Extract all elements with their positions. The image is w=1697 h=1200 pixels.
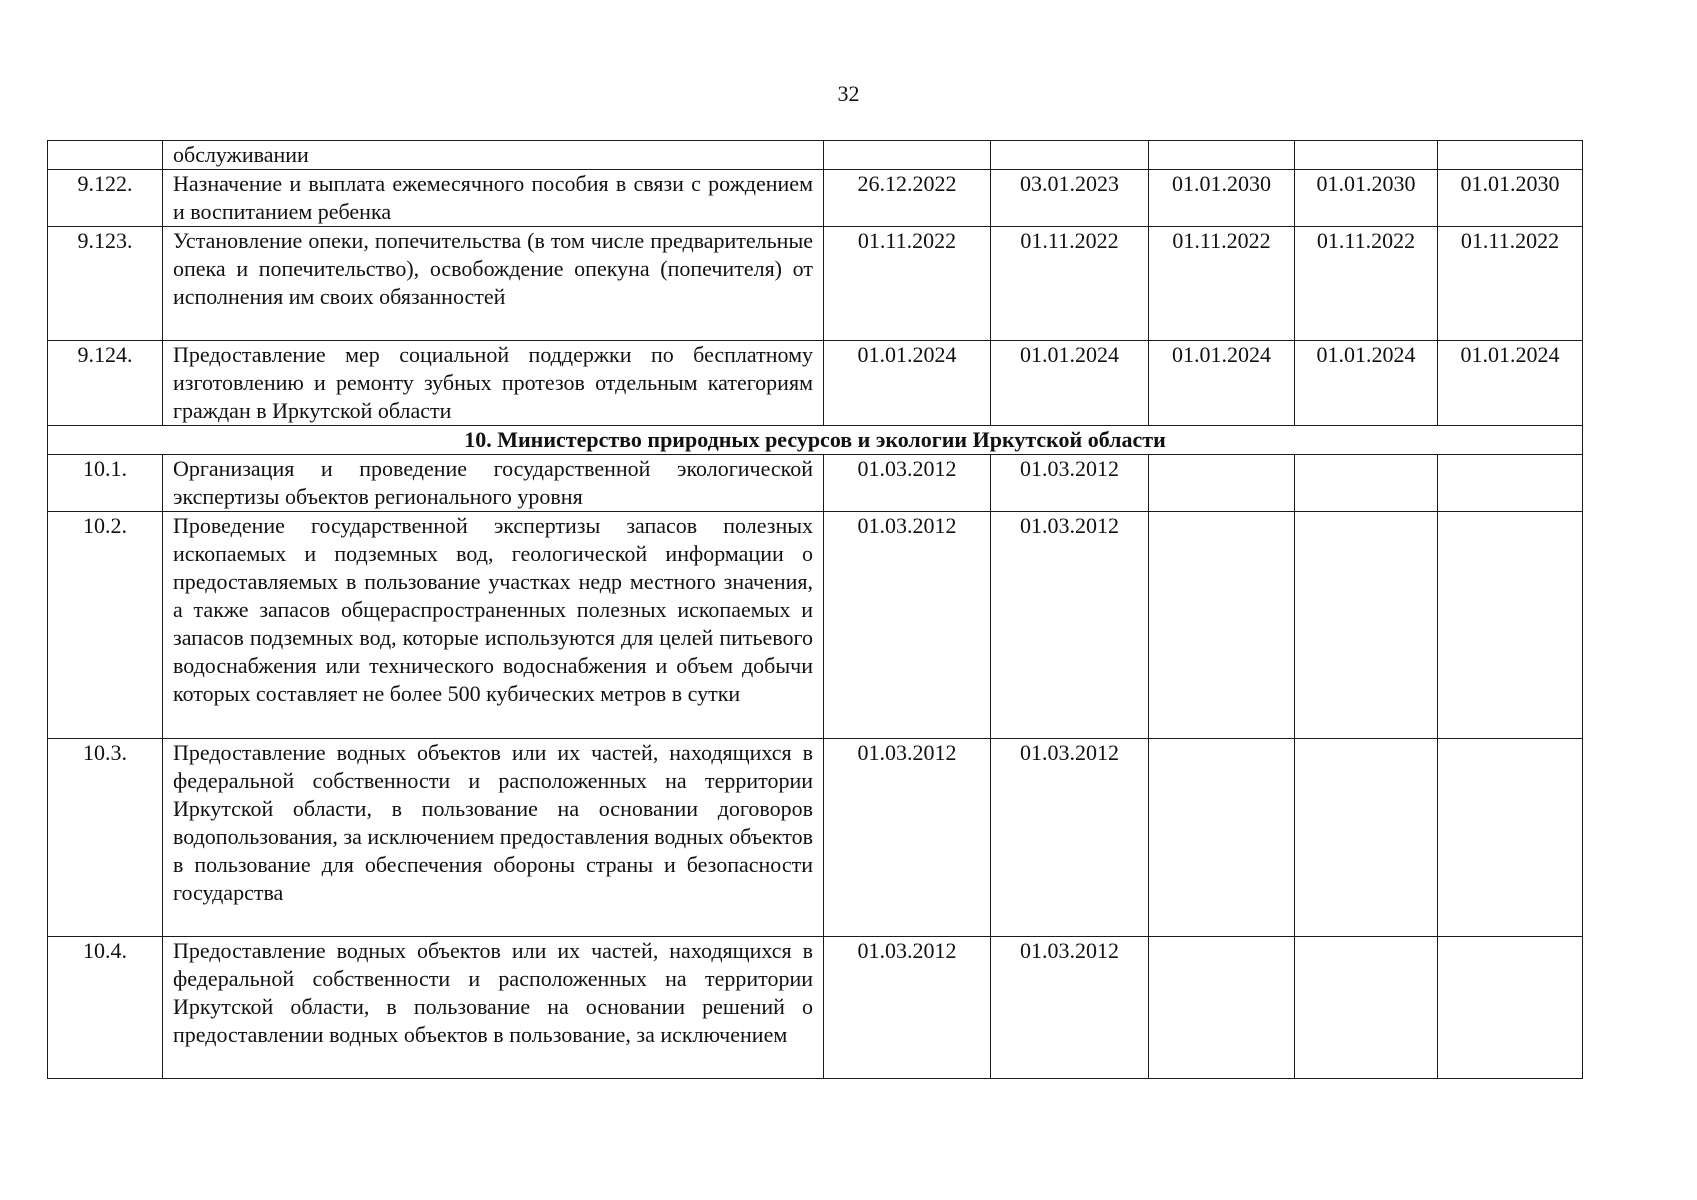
date-cell [991,141,1149,170]
date-cell: 01.11.2022 [824,227,991,341]
date-cell: 01.01.2030 [1295,170,1438,227]
page-number: 32 [837,81,860,106]
date-cell: 01.03.2012 [824,512,991,739]
date-cell: 01.03.2012 [991,512,1149,739]
row-description: обслуживании [163,141,824,170]
date-cell: 01.03.2012 [824,455,991,512]
row-description: Назначение и выплата ежемесячного пособия в связи с рождением и воспитанием ребенка [163,170,824,227]
date-cell: 01.01.2030 [1438,170,1583,227]
date-cell [1149,739,1295,937]
row-number: 10.1. [48,455,163,512]
section-title: 10. Министерство природных ресурсов и экологии Иркутской области [48,426,1583,455]
date-cell [1438,141,1583,170]
date-cell [1438,739,1583,937]
table-row [48,937,1583,1079]
row-number: 9.122. [48,170,163,227]
table-row-continuation [48,141,1583,170]
date-cell: 01.11.2022 [991,227,1149,341]
date-cell: 01.11.2022 [1295,227,1438,341]
date-cell: 01.01.2030 [1149,170,1295,227]
row-number: 10.3. [48,739,163,937]
table-row [48,455,1583,512]
date-cell: 01.11.2022 [1149,227,1295,341]
table-row [48,739,1583,937]
date-cell: 01.03.2012 [991,739,1149,937]
date-cell [1149,937,1295,1079]
date-cell [1438,937,1583,1079]
date-cell: 01.03.2012 [824,739,991,937]
table-row [48,512,1583,739]
date-cell [1149,141,1295,170]
row-number: 9.123. [48,227,163,341]
row-description: Предоставление водных объектов или их частей, находящихся в федеральной собственности и расположенных на территории Иркутской области, в пользование на основании договоров водопользования, за исключением предоставления водных объектов в пользование для обеспечения обороны страны и безопасности государства [163,739,824,937]
row-description: Предоставление водных объектов или их частей, находящихся в федеральной собственности и расположенных на территории Иркутской области, в пользование на основании решений о предоставлении водных объектов в пользование, за исключением [163,937,824,1079]
row-description: Проведение государственной экспертизы запасов полезных ископаемых и подземных вод, геологической информации о предоставляемых в пользование участках недр местного значения, а также запасов общераспространенных полезных ископаемых и запасов подземных вод, которые используются для целей питьевого водоснабжения или технического водоснабжения и объем добычи которых составляет не более 500 кубических метров в сутки [163,512,824,739]
row-number: 10.2. [48,512,163,739]
table-row [48,170,1583,227]
date-cell [1295,455,1438,512]
date-cell [824,141,991,170]
date-cell: 26.12.2022 [824,170,991,227]
services-table [47,140,1583,1079]
date-cell: 01.01.2024 [1438,341,1583,426]
date-cell [1295,937,1438,1079]
date-cell: 01.01.2024 [1295,341,1438,426]
date-cell: 01.01.2024 [991,341,1149,426]
row-number: 9.124. [48,341,163,426]
date-cell [1295,512,1438,739]
date-cell [1438,512,1583,739]
date-cell: 01.03.2012 [991,455,1149,512]
row-description: Организация и проведение государственной экологической экспертизы объектов регионального уровня [163,455,824,512]
row-description: Установление опеки, попечительства (в том числе предварительные опека и попечительство), освобождение опекуна (попечителя) от исполнения им своих обязанностей [163,227,824,341]
date-cell: 03.01.2023 [991,170,1149,227]
date-cell [1149,512,1295,739]
date-cell: 01.01.2024 [1149,341,1295,426]
table-row [48,341,1583,426]
date-cell [1295,141,1438,170]
date-cell [1149,455,1295,512]
date-cell: 01.03.2012 [991,937,1149,1079]
row-description: Предоставление мер социальной поддержки по бесплатному изготовлению и ремонту зубных протезов отдельным категориям граждан в Иркутской области [163,341,824,426]
date-cell [1295,739,1438,937]
date-cell: 01.11.2022 [1438,227,1583,341]
date-cell: 01.01.2024 [824,341,991,426]
table-row [48,227,1583,341]
row-number: 10.4. [48,937,163,1079]
row-number-cell [48,141,163,170]
date-cell [1438,455,1583,512]
section-header-row [48,426,1583,455]
date-cell: 01.03.2012 [824,937,991,1079]
